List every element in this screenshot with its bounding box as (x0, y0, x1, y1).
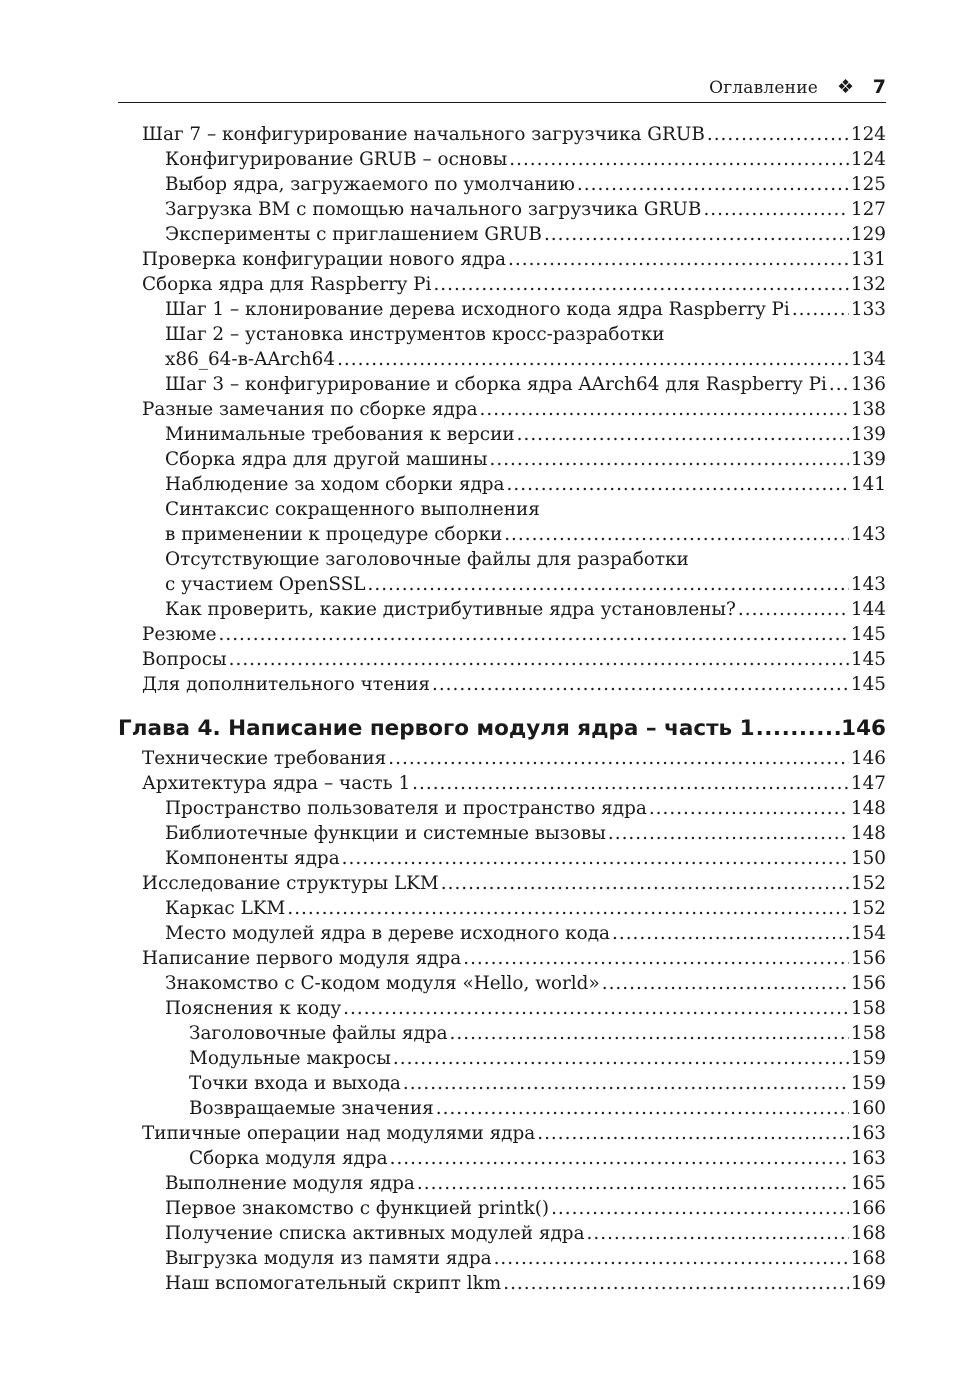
toc-entry-page: 158 (850, 1023, 886, 1044)
running-header (118, 76, 886, 103)
toc-entry-page: 163 (850, 1148, 886, 1169)
leader-dots (792, 297, 849, 322)
toc-entry-page: 124 (850, 149, 886, 170)
toc-entry-title: Выбор ядра, загружаемого по умолчанию (165, 174, 575, 195)
toc-entry-page: 146 (850, 748, 886, 769)
toc-entry-page: 148 (850, 823, 886, 844)
toc-entry-page: 141 (850, 474, 886, 495)
toc-entry-page: 160 (850, 1098, 886, 1119)
toc-entry-title: Наш вспомогательный скрипт lkm (165, 1273, 502, 1294)
leader-dots (417, 1171, 849, 1196)
leader-dots (412, 771, 849, 796)
toc-entry[interactable] (118, 197, 886, 222)
toc-entry-page: 143 (850, 524, 886, 545)
toc-entry[interactable] (118, 1121, 886, 1146)
leader-dots (551, 1196, 849, 1221)
toc-entry-title: Первое знакомство с функцией printk() (165, 1198, 550, 1219)
toc-entry-title: Библиотечные функции и системные вызовы (165, 823, 606, 844)
toc-entry-page: 168 (850, 1248, 886, 1269)
toc-entry-page: 127 (850, 199, 886, 220)
leader-dots (509, 147, 849, 172)
toc-entry[interactable] (118, 1171, 886, 1196)
toc-entry-title: с участием OpenSSL (165, 574, 366, 595)
toc-entry-page: 159 (850, 1073, 886, 1094)
toc-entry-text-line: Синтаксис сокращенного выполнения (165, 499, 540, 520)
toc-entry-page: 138 (850, 399, 886, 420)
toc-entry[interactable] (118, 172, 886, 197)
toc-entry-page: 147 (850, 773, 886, 794)
toc-entry[interactable] (118, 122, 886, 147)
toc-entry[interactable] (118, 672, 886, 697)
toc-entry[interactable] (118, 971, 886, 996)
toc-entry-title: Модульные макросы (189, 1048, 391, 1069)
toc-entry-title: Минимальные требования к версии (165, 424, 515, 445)
toc-entry[interactable] (118, 622, 886, 647)
toc-entry[interactable] (118, 1271, 886, 1296)
toc-entry-title: Компоненты ядра (165, 848, 340, 869)
toc-entry[interactable] (118, 821, 886, 846)
toc-entry-page: 168 (850, 1223, 886, 1244)
toc-entry[interactable] (118, 522, 886, 547)
toc-entry-page: 131 (850, 249, 886, 270)
toc-entry[interactable] (118, 297, 886, 322)
toc-entry[interactable] (118, 796, 886, 821)
toc-entry-page: 139 (850, 449, 886, 470)
toc-entry-title: Наблюдение за ходом сборки ядра (165, 474, 505, 495)
toc-entry-title: Заголовочные файлы ядра (189, 1023, 448, 1044)
leader-dots (342, 846, 849, 871)
leader-dots (517, 422, 849, 447)
leader-dots (480, 397, 849, 422)
toc-entry-title: Получение списка активных модулей ядра (165, 1223, 585, 1244)
toc-entry-title: Шаг 1 – клонирование дерева исходного кода ядра Raspberry Pi (165, 299, 790, 320)
toc-entry[interactable] (118, 422, 886, 447)
toc-entry-title: Для дополнительного чтения (142, 674, 430, 695)
toc-entry-page: 159 (850, 1048, 886, 1069)
leader-dots (343, 996, 849, 1021)
toc-entry[interactable] (118, 1021, 886, 1046)
toc-entry-title: Возвращаемые значения (189, 1098, 434, 1119)
toc-entry-title: Пояснения к коду (165, 998, 342, 1019)
toc-section-chapter-4 (118, 746, 886, 1296)
toc-entry[interactable] (118, 647, 886, 672)
toc-entry-title: Шаг 3 – конфигурирование и сборка ядра AArch64 для Raspberry Pi (165, 374, 827, 395)
toc-entry-title: Шаг 7 – конфигурирование начального загрузчика GRUB (142, 124, 705, 145)
toc-entry-page: 163 (850, 1123, 886, 1144)
toc-entry[interactable] (118, 1221, 886, 1246)
toc-entry-title: Загрузка ВМ с помощью начального загрузчика GRUB (165, 199, 702, 220)
leader-dots (577, 172, 849, 197)
toc-entry[interactable] (118, 746, 886, 771)
toc-entry-title: Резюме (142, 624, 217, 645)
toc-entry-title: x86_64-в-AArch64 (165, 349, 336, 370)
toc-entry[interactable] (118, 447, 886, 472)
toc-entry-page: 124 (850, 124, 886, 145)
leader-dots (432, 672, 849, 697)
toc-entry[interactable] (118, 397, 886, 422)
leader-dots (441, 871, 849, 896)
leader-dots (229, 647, 849, 672)
toc-entry-page: 156 (850, 948, 886, 969)
toc-entry-page: 134 (850, 349, 886, 370)
toc-entry-title: в применении к процедуре сборки (165, 524, 503, 545)
toc-entry-text-line: Отсутствующие заголовочные файлы для разработки (165, 549, 689, 570)
toc-entry-title: Выгрузка модуля из памяти ядра (165, 1248, 492, 1269)
chapter-page: 146 (841, 716, 886, 741)
leader-dots (463, 946, 849, 971)
table-of-contents (118, 122, 886, 1296)
toc-entry-title: Каркас LKM (165, 898, 286, 919)
toc-entry-title: Точки входа и выхода (189, 1073, 401, 1094)
leader-dots (503, 1271, 849, 1296)
toc-entry[interactable] (118, 347, 886, 372)
toc-entry-title: Сборка ядра для Raspberry Pi (142, 274, 432, 295)
toc-entry-page: 158 (850, 998, 886, 1019)
toc-entry-title: Написание первого модуля ядра (142, 948, 462, 969)
toc-entry-page: 125 (850, 174, 886, 195)
leader-dots (602, 971, 849, 996)
toc-entry[interactable] (118, 996, 886, 1021)
toc-entry[interactable] (118, 1246, 886, 1271)
chapter-heading[interactable] (118, 714, 886, 744)
toc-entry[interactable] (118, 1146, 886, 1171)
leader-dots (337, 347, 849, 372)
toc-entry-page: 129 (850, 224, 886, 245)
leader-dots (829, 372, 849, 397)
leader-dots (436, 1096, 849, 1121)
leader-dots (649, 796, 849, 821)
leader-dots (707, 122, 849, 147)
leader-dots (494, 1246, 849, 1271)
toc-entry-page: 152 (850, 898, 886, 919)
toc-entry-page: 166 (850, 1198, 886, 1219)
leader-dots (403, 1071, 849, 1096)
toc-entry[interactable] (118, 1196, 886, 1221)
toc-entry[interactable] (118, 921, 886, 946)
toc-entry[interactable] (118, 1071, 886, 1096)
leader-dots (608, 821, 849, 846)
toc-entry-page: 145 (850, 624, 886, 645)
toc-section-chapter-3 (118, 122, 886, 697)
toc-entry-page: 152 (850, 873, 886, 894)
toc-entry-page: 156 (850, 973, 886, 994)
running-header-title: Оглавление (709, 78, 818, 98)
leader-dots (508, 247, 849, 272)
toc-entry-title: Знакомство с C-кодом модуля «Hello, world» (165, 973, 600, 994)
leader-dots (388, 746, 849, 771)
toc-entry-text-line: Шаг 2 – установка инструментов кросс-разработки (165, 324, 665, 345)
toc-entry[interactable] (118, 597, 886, 622)
toc-entry[interactable] (118, 372, 886, 397)
toc-entry-title: Сборка модуля ядра (189, 1148, 388, 1169)
toc-entry-page: 154 (850, 923, 886, 944)
toc-entry-page: 144 (850, 599, 886, 620)
toc-entry[interactable] (118, 222, 886, 247)
toc-entry-title: Технические требования (142, 748, 387, 769)
toc-entry-page: 148 (850, 798, 886, 819)
toc-entry-page: 169 (850, 1273, 886, 1294)
toc-entry[interactable] (118, 272, 886, 297)
toc-entry-title: Эксперименты с приглашением GRUB (165, 224, 542, 245)
leader-dots (219, 622, 849, 647)
toc-entry-title: Архитектура ядра – часть 1 (142, 773, 411, 794)
toc-entry-page: 165 (850, 1173, 886, 1194)
leader-dots (504, 522, 849, 547)
toc-entry-page: 136 (850, 374, 886, 395)
toc-entry[interactable] (118, 247, 886, 272)
page-number: 7 (872, 76, 886, 98)
toc-entry-page: 133 (850, 299, 886, 320)
toc-entry-page: 139 (850, 424, 886, 445)
leader-dots (587, 1221, 849, 1246)
leader-dots (390, 1146, 849, 1171)
leader-dots (544, 222, 849, 247)
toc-entry-title: Разные замечания по сборке ядра (142, 399, 478, 420)
toc-entry[interactable] (118, 871, 886, 896)
toc-entry-title: Место модулей ядра в дереве исходного кода (165, 923, 611, 944)
leader-dots (703, 197, 848, 222)
leader-dots (612, 921, 849, 946)
leader-dots (368, 572, 849, 597)
leader-dots (287, 896, 849, 921)
toc-entry-title: Как проверить, какие дистрибутивные ядра установлены? (165, 599, 736, 620)
toc-entry-title: Пространство пользователя и пространство ядра (165, 798, 647, 819)
toc-entry-title: Сборка ядра для другой машины (165, 449, 488, 470)
toc-entry[interactable] (118, 771, 886, 796)
toc-entry[interactable] (118, 147, 886, 172)
leader-dots (450, 1021, 849, 1046)
leader-dots (537, 1121, 849, 1146)
toc-entry-title: Типичные операции над модулями ядра (142, 1123, 536, 1144)
toc-entry-page: 145 (850, 674, 886, 695)
toc-entry[interactable] (118, 572, 886, 597)
toc-entry-title: Выполнение модуля ядра (165, 1173, 415, 1194)
leader-dots (393, 1046, 849, 1071)
toc-entry-page: 145 (850, 649, 886, 670)
toc-entry[interactable] (118, 472, 886, 497)
ornament-icon: ❖ (836, 76, 854, 98)
toc-entry-title: Исследование структуры LKM (142, 873, 439, 894)
toc-entry-title: Проверка конфигурации нового ядра (142, 249, 507, 270)
toc-entry-page: 143 (850, 574, 886, 595)
toc-entry-title: Вопросы (142, 649, 227, 670)
chapter-title: Глава 4. Написание первого модуля ядра – часть 1 (118, 716, 755, 741)
leader-dots (756, 714, 841, 744)
toc-entry[interactable] (118, 1046, 886, 1071)
leader-dots (507, 472, 849, 497)
toc-entry[interactable] (118, 896, 886, 921)
toc-entry[interactable] (118, 846, 886, 871)
leader-dots (738, 597, 849, 622)
toc-entry-page: 150 (850, 848, 886, 869)
toc-entry[interactable] (118, 946, 886, 971)
leader-dots (490, 447, 849, 472)
leader-dots (433, 272, 848, 297)
toc-entry-title: Конфигурирование GRUB – основы (165, 149, 508, 170)
toc-entry-page: 132 (850, 274, 886, 295)
toc-entry[interactable] (118, 1096, 886, 1121)
